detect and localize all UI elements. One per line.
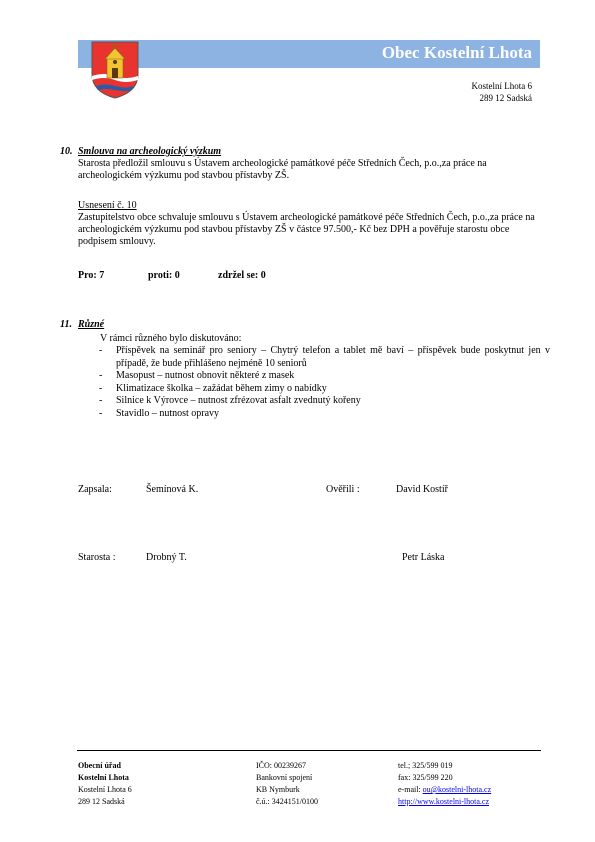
mayor-label: Starosta : <box>78 552 116 563</box>
municipality-title: Obec Kostelní Lhota <box>381 43 532 62</box>
item-10-number: 10. <box>60 146 73 157</box>
recorded-by-label: Zapsala: <box>78 484 112 495</box>
footer-office-column <box>78 760 132 808</box>
address-line-2: 289 12 Sadská <box>479 93 532 103</box>
footer-ico: IČO: 00239267 <box>256 761 306 770</box>
footer-bank-name: KB Nymburk <box>256 785 300 794</box>
item-10-text: Starosta předložil smlouvu s Ústavem archeologické památkové péče Středních Čech, p.o.,za práce na archeologickém výzkumu pod stavbou přístavby ZŠ. <box>78 158 487 181</box>
footer-web-link[interactable]: http://www.kostelni-lhota.cz <box>398 797 490 806</box>
footer-email-row <box>398 784 491 796</box>
address-line-1: Kostelní Lhota 6 <box>471 81 532 91</box>
footer-office-postcode: 289 12 Sadská <box>78 797 125 806</box>
item-10-title: Smlouva na archeologický výzkum <box>78 146 222 157</box>
footer-email-link[interactable]: ou@kostelni-lhota.cz <box>422 785 492 794</box>
resolution-10-text: Zastupitelstvo obce schvaluje smlouvu s Ústavem archeologické památkové péče Středních Čech, p.o.,za práce na archeologickém výzkumu pod stavbou přístavby ZŠ v částce 97.500,- Kč bez DPH a pověřuje starostu obce podpisem smlouvy. <box>78 212 535 247</box>
resolution-10-label: Usnesení č. 10 <box>78 200 137 211</box>
footer-account: č.ú.: 3424151/0100 <box>256 797 318 806</box>
footer-office-name: Obecní úřad <box>78 761 121 770</box>
list-item: - Příspěvek na seminář pro seniory – Chytrý telefon a tablet mě baví – příspěvek bude poskytnut jen v případě, že bude přihlášeno nejméně 10 seniorů <box>99 345 550 369</box>
footer-bank-label: Bankovní spojení <box>256 773 313 782</box>
list-item: - Klimatizace školka – zažádat během zimy o nabídky <box>99 382 327 394</box>
item-11-number: 11. <box>60 319 72 330</box>
item-11-intro: V rámci různého bylo diskutováno: <box>100 333 242 344</box>
list-item: - Stavidlo – nutnost opravy <box>99 407 220 419</box>
coat-of-arms-icon <box>90 40 140 100</box>
footer-office-town: Kostelní Lhota <box>78 773 129 782</box>
bullet-dash: - <box>99 395 103 406</box>
second-verifier-name: Petr Láska <box>402 552 445 563</box>
footer-contact-column <box>398 760 491 808</box>
footer-phone: tel.; 325/599 019 <box>398 761 453 770</box>
item-11-title: Různé <box>78 319 105 330</box>
footer-email-label: e-mail: <box>398 785 421 794</box>
vote-against: proti: 0 <box>148 270 180 281</box>
bullet-dash: - <box>99 382 103 394</box>
header-bar <box>78 40 540 68</box>
verified-by-label: Ověřili : <box>326 484 360 495</box>
discussion-list <box>96 345 550 420</box>
bullet-dash: - <box>99 370 103 381</box>
verified-by-name: David Kostíř <box>396 484 448 495</box>
vote-for: Pro: 7 <box>78 270 105 281</box>
mayor-name: Drobný T. <box>146 552 187 563</box>
bullet-dash: - <box>99 345 103 356</box>
footer-office-street: Kostelní Lhota 6 <box>78 785 132 794</box>
vote-abstain: zdržel se: 0 <box>218 270 266 281</box>
list-item: - Silnice k Výrovce – nutnost zfrézovat asfalt zvednutý kořeny <box>99 395 361 406</box>
footer-bank-column <box>256 760 318 808</box>
footer-divider <box>77 750 541 751</box>
list-item: - Masopust – nutnost obnovit některé z masek <box>99 370 295 381</box>
footer-fax: fax: 325/599 220 <box>398 773 453 782</box>
bullet-dash: - <box>99 407 103 419</box>
recorded-by-name: Šemínová K. <box>146 484 199 495</box>
